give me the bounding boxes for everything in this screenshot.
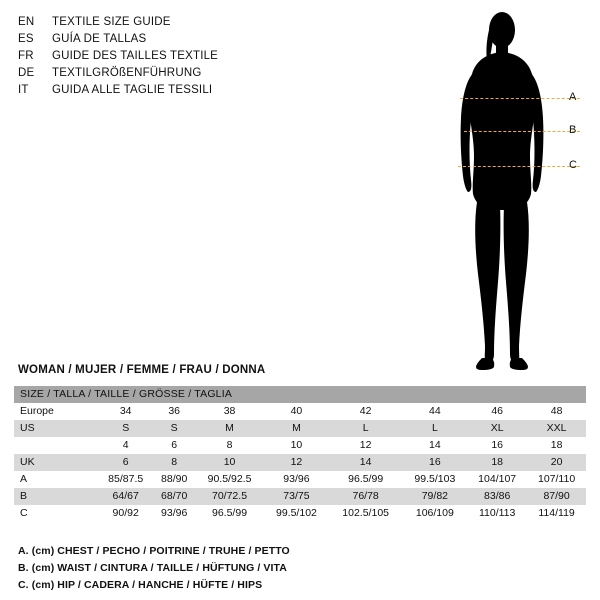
cell: M [195, 420, 264, 437]
measure-label-c: C [569, 159, 577, 171]
language-title: TEXTILE SIZE GUIDE [52, 16, 171, 28]
cell: 14 [329, 454, 403, 471]
cell: 90.5/92.5 [195, 471, 264, 488]
cell: M [264, 420, 329, 437]
gender-heading: WOMAN / MUJER / FEMME / FRAU / DONNA [18, 364, 266, 376]
cell: 8 [153, 454, 195, 471]
row-label: Europe [14, 403, 98, 420]
language-code: IT [18, 84, 29, 96]
cell: 76/78 [329, 488, 403, 505]
footnote-chest: A. (cm) CHEST / PECHO / POITRINE / TRUHE / PETTO [18, 545, 290, 557]
cell: 12 [264, 454, 329, 471]
footnote-waist: B. (cm) WAIST / CINTURA / TAILLE / HÜFTUNG / VITA [18, 562, 287, 574]
measure-label-a: A [569, 91, 577, 103]
cell: 42 [329, 403, 403, 420]
cell: 18 [467, 454, 527, 471]
cell: XXL [527, 420, 586, 437]
cell: 85/87.5 [98, 471, 153, 488]
cell: 34 [98, 403, 153, 420]
cell: 44 [403, 403, 468, 420]
cell: 93/96 [264, 471, 329, 488]
row-label [14, 437, 98, 454]
row-label: A [14, 471, 98, 488]
cell: 114/119 [527, 505, 586, 522]
cell: 79/82 [403, 488, 468, 505]
row-label: B [14, 488, 98, 505]
language-code: EN [18, 16, 35, 28]
cell: 8 [195, 437, 264, 454]
cell: 88/90 [153, 471, 195, 488]
table-row [14, 403, 586, 420]
language-row [18, 67, 348, 84]
cell: 6 [98, 454, 153, 471]
cell: 90/92 [98, 505, 153, 522]
cell: 102.5/105 [329, 505, 403, 522]
cell: 64/67 [98, 488, 153, 505]
cell: 16 [403, 454, 468, 471]
cell: 48 [527, 403, 586, 420]
table-row [14, 488, 586, 505]
cell: 73/75 [264, 488, 329, 505]
language-row [18, 50, 348, 67]
table-row [14, 420, 586, 437]
measure-line-a [460, 98, 580, 99]
cell: 36 [153, 403, 195, 420]
cell: 68/70 [153, 488, 195, 505]
table-row [14, 454, 586, 471]
cell: 14 [403, 437, 468, 454]
footnote-list [18, 543, 578, 594]
cell: 106/109 [403, 505, 468, 522]
cell: 110/113 [467, 505, 527, 522]
cell: 83/86 [467, 488, 527, 505]
cell: 96.5/99 [195, 505, 264, 522]
cell: 99.5/103 [403, 471, 468, 488]
table-row [14, 471, 586, 488]
cell: 20 [527, 454, 586, 471]
cell: 70/72.5 [195, 488, 264, 505]
language-row [18, 84, 348, 101]
cell: 107/110 [527, 471, 586, 488]
row-label: C [14, 505, 98, 522]
language-title-list [18, 16, 348, 101]
cell: 18 [527, 437, 586, 454]
table-header-row [14, 386, 586, 403]
cell: XL [467, 420, 527, 437]
cell: S [98, 420, 153, 437]
cell: S [153, 420, 195, 437]
cell: 96.5/99 [329, 471, 403, 488]
language-title: GUIDE DES TAILLES TEXTILE [52, 50, 219, 62]
body-figure-area [430, 6, 590, 376]
language-code: FR [18, 50, 34, 62]
language-row [18, 16, 348, 33]
language-code: ES [18, 33, 34, 45]
language-code: DE [18, 67, 35, 79]
cell: 104/107 [467, 471, 527, 488]
measure-label-b: B [569, 124, 577, 136]
cell: 87/90 [527, 488, 586, 505]
cell: 16 [467, 437, 527, 454]
language-title: TEXTILGRÖßENFÜHRUNG [52, 67, 202, 79]
cell: 6 [153, 437, 195, 454]
language-row [18, 33, 348, 50]
table-row [14, 505, 586, 522]
cell: 46 [467, 403, 527, 420]
footnote-hip: C. (cm) HIP / CADERA / HANCHE / HÜFTE / HIPS [18, 579, 263, 591]
cell: 40 [264, 403, 329, 420]
cell: 38 [195, 403, 264, 420]
measure-line-b [464, 131, 580, 132]
language-title: GUIDA ALLE TAGLIE TESSILI [52, 84, 213, 96]
cell: 12 [329, 437, 403, 454]
size-table [14, 386, 586, 522]
measure-line-c [458, 166, 580, 167]
language-title: GUÍA DE TALLAS [52, 33, 147, 45]
table-row [14, 437, 586, 454]
row-label: US [14, 420, 98, 437]
cell: 10 [264, 437, 329, 454]
cell: 99.5/102 [264, 505, 329, 522]
cell: L [403, 420, 468, 437]
female-body-silhouette-icon [430, 6, 590, 376]
cell: L [329, 420, 403, 437]
row-label: UK [14, 454, 98, 471]
table-header-label: SIZE / TALLA / TAILLE / GRÖSSE / TAGLIA [14, 386, 586, 403]
cell: 10 [195, 454, 264, 471]
cell: 93/96 [153, 505, 195, 522]
cell: 4 [98, 437, 153, 454]
